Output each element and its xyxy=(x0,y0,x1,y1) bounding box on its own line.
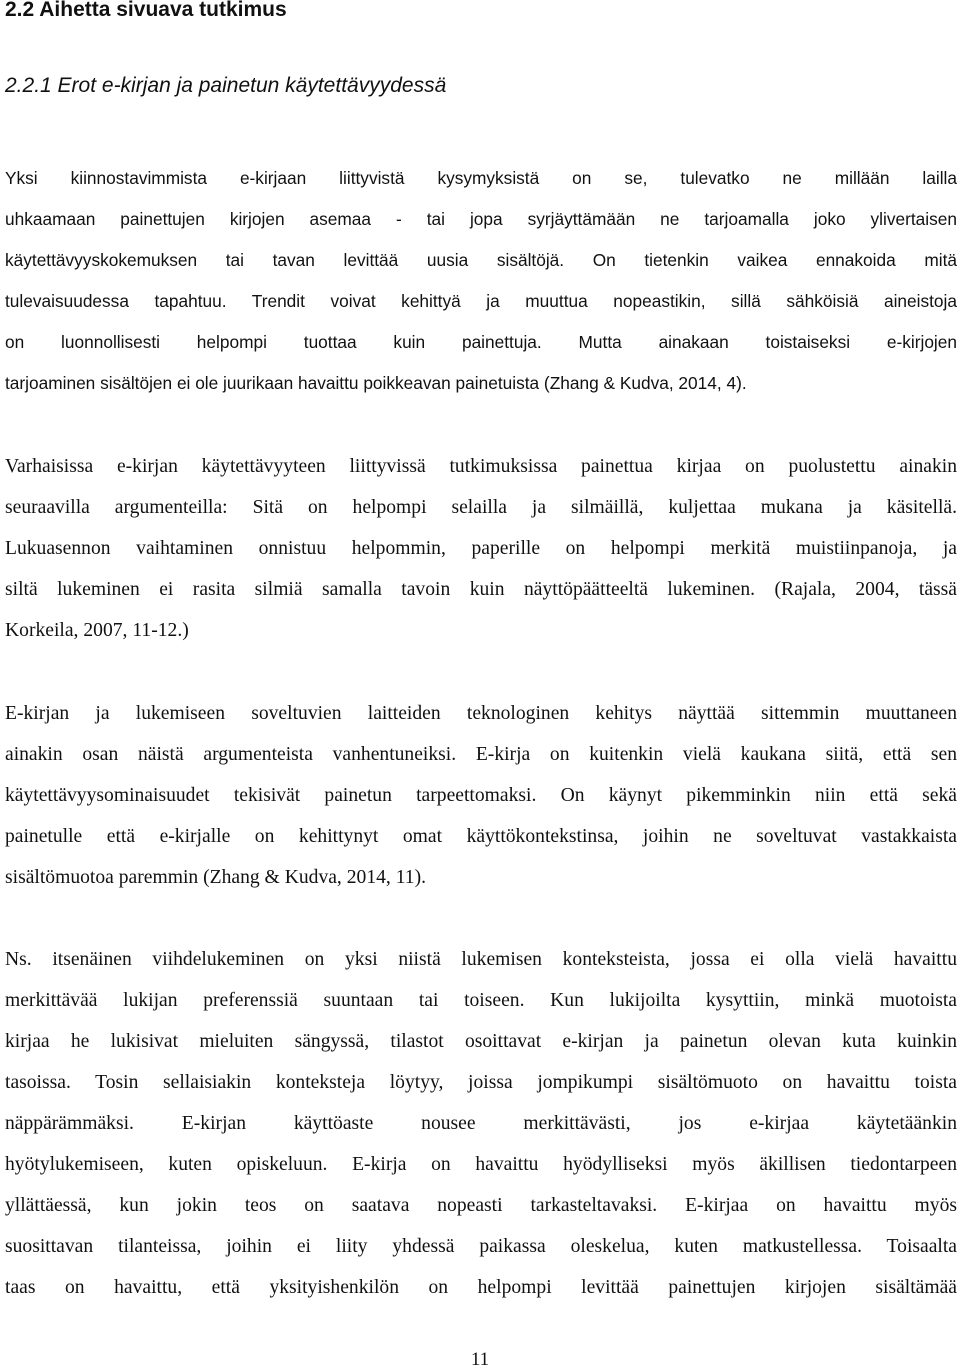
text-line: Korkeila, 2007, 11-12.) xyxy=(5,620,189,641)
text-line: siltä lukeminen ei rasita silmiä samalla tavoin kuin näyttöpäätteeltä lukeminen. (Rajala, 2004, tässä xyxy=(5,579,957,600)
paragraph-1 xyxy=(5,158,957,404)
text-line: Lukuasennon vaihtaminen onnistuu helpommin, paperille on helpompi merkitä muistiinpanoja, ja xyxy=(5,538,957,559)
text-line: hyötylukemiseen, kuten opiskeluun. E-kirja on havaittu hyödylliseksi myös äkillisen tiedontarpeen xyxy=(5,1154,957,1175)
text-line: taas on havaittu, että yksityishenkilön on helpompi levittää painettujen kirjojen sisältämää xyxy=(5,1277,957,1298)
text-line: on luonnollisesti helpompi tuottaa kuin painettuja. Mutta ainakaan toistaiseksi e-kirjojen xyxy=(5,332,957,352)
paragraph-4 xyxy=(5,939,957,1308)
text-line: Ns. itsenäinen viihdelukeminen on yksi niistä lukemisen konteksteista, jossa ei olla vielä havaittu xyxy=(5,949,957,970)
paragraph-3 xyxy=(5,693,957,898)
text-line: näppärämmäksi. E-kirjan käyttöaste nousee merkittävästi, jos e-kirjaa käytetäänkin xyxy=(5,1113,957,1134)
text-line: suosittavan tilanteissa, joihin ei liity yhdessä paikassa oleskelua, kuten matkustellessa. Toisaalta xyxy=(5,1236,957,1257)
subsection-heading: 2.2.1 Erot e-kirjan ja painetun käytettävyydessä xyxy=(5,74,447,97)
text-line: sisältömuotoa paremmin (Zhang & Kudva, 2014, 11). xyxy=(5,867,427,888)
text-line: uhkaamaan painettujen kirjojen asemaa - tai jopa syrjäyttämään ne tarjoamalla joko ylivertaisen xyxy=(5,209,957,229)
text-line: käytettävyyskokemuksen tai tavan levittää uusia sisältöjä. On tietenkin vaikea ennakoida mitä xyxy=(5,250,957,270)
section-heading: 2.2 Aihetta sivuava tutkimus xyxy=(5,0,287,21)
text-line: käytettävyysominaisuudet tekisivät painetun tarpeettomaksi. On käynyt pikemminkin niin että sekä xyxy=(5,785,957,806)
text-line: E-kirjan ja lukemiseen soveltuvien laitteiden teknologinen kehitys näyttää sittemmin muuttaneen xyxy=(5,703,957,724)
text-line: painetulle että e-kirjalle on kehittynyt omat käyttökontekstinsa, joihin ne soveltuvat vastakkaista xyxy=(5,826,957,847)
text-line: Varhaisissa e-kirjan käytettävyyteen liittyvissä tutkimuksissa painettua kirjaa on puolustettu ainakin xyxy=(5,456,957,477)
text-line: tarjoaminen sisältöjen ei ole juurikaan havaittu poikkeavan painetuista (Zhang & Kudva, 2014, 4). xyxy=(5,373,747,393)
text-line: tulevaisuudessa tapahtuu. Trendit voivat kehittyä ja muuttua nopeastikin, sillä sähköisiä aineistoja xyxy=(5,291,957,311)
text-line: yllättäessä, kun jokin teos on saatava nopeasti tarkasteltavaksi. E-kirjaa on havaittu myös xyxy=(5,1195,957,1216)
text-line: kirjaa he lukisivat mieluiten sängyssä, tilastot osoittavat e-kirjan ja painetun olevan kuta kuinkin xyxy=(5,1031,957,1052)
text-line: ainakin osan näistä argumenteista vanhentuneiksi. E-kirja on kuitenkin vielä kaukana siitä, että sen xyxy=(5,744,957,765)
text-line: Yksi kiinnostavimmista e-kirjaan liittyvistä kysymyksistä on se, tulevatko ne millään lailla xyxy=(5,168,957,188)
page-number: 11 xyxy=(470,1349,490,1370)
text-line: tasoissa. Tosin sellaisiakin konteksteja löytyy, joissa jompikumpi sisältömuoto on havaittu toista xyxy=(5,1072,957,1093)
text-line: merkittävää lukijan preferenssiä suuntaan tai toiseen. Kun lukijoilta kysyttiin, minkä muotoista xyxy=(5,990,957,1011)
paragraph-2 xyxy=(5,446,957,651)
text-line: seuraavilla argumenteilla: Sitä on helpompi selailla ja silmäillä, kuljettaa mukana ja käsitellä. xyxy=(5,497,957,518)
